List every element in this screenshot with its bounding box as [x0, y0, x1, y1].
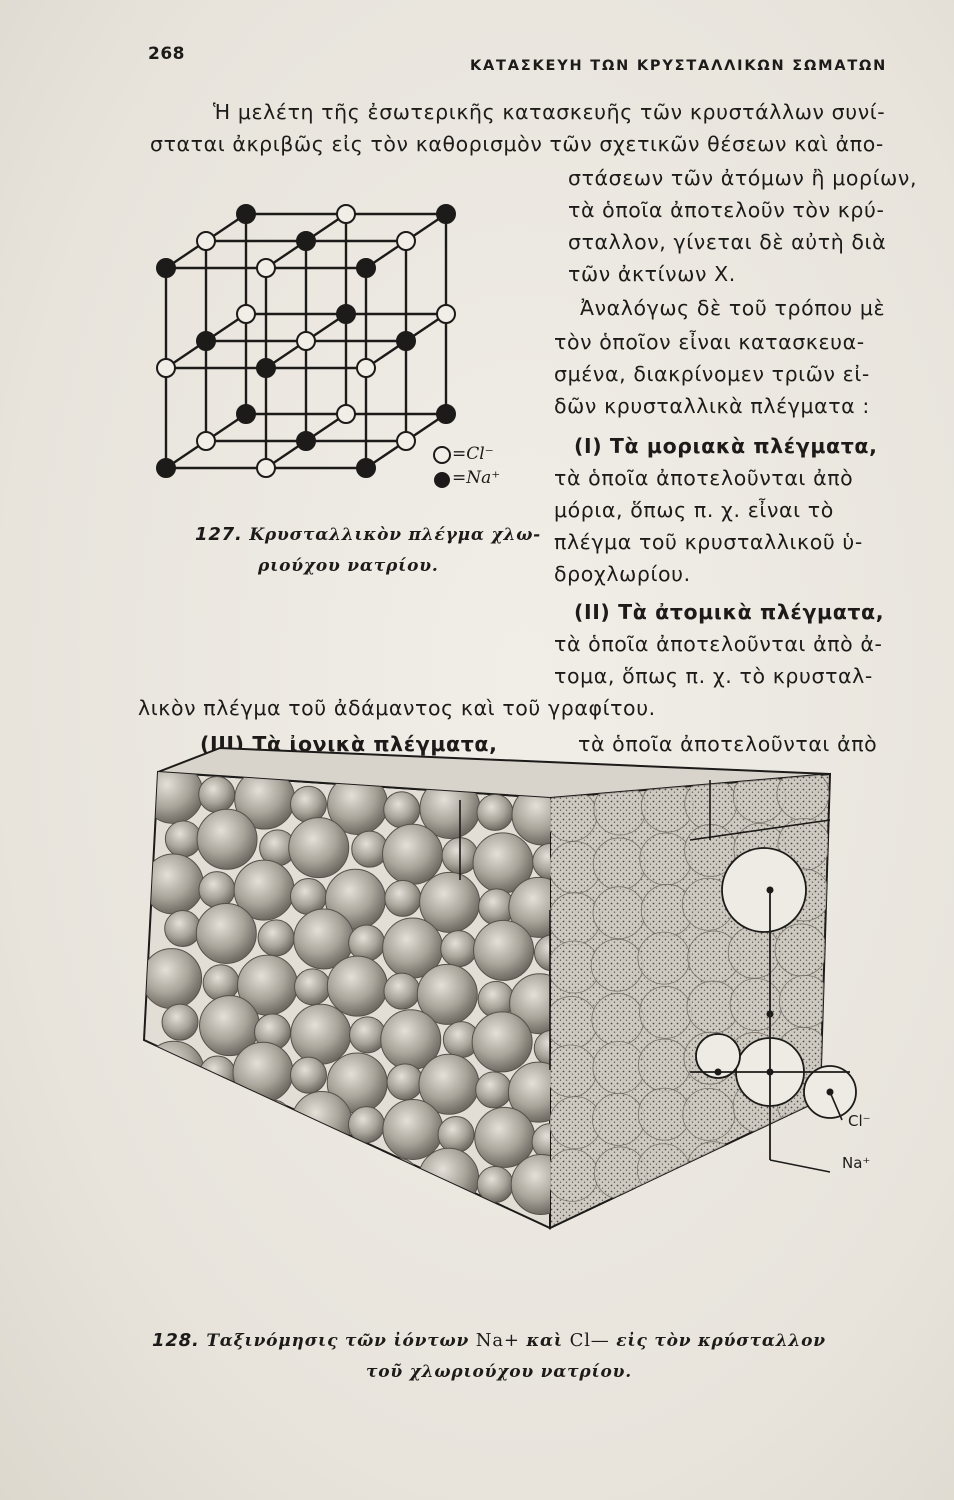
section-1-line-1: τὰ ὁποῖα ἀποτελοῦνται ἀπὸ: [554, 466, 854, 490]
cl-ion-sphere: [297, 332, 315, 350]
na-ion-sphere: [337, 305, 355, 323]
right-col-line-2: τὰ ὁποῖα ἀποτελοῦν τὸν κρύ-: [568, 198, 885, 222]
na-ion-ball: [165, 911, 201, 947]
cl-ion-ball: [196, 903, 256, 963]
cl-ion-ball: [419, 1148, 479, 1208]
body-line-2: σταται ἀκριβῶς εἰς τὸν καθορισμὸν τῶν σχετικῶν θέσεων καὶ ἀπο-: [150, 132, 884, 156]
na-ion-ball: [199, 872, 235, 908]
cl-ion-ball: [233, 1042, 293, 1102]
cl-ion-sphere: [397, 432, 415, 450]
na-ion-ball: [294, 969, 330, 1005]
side-ion-ball: [593, 887, 645, 939]
na-ion-ball: [384, 792, 420, 828]
cl-ion-sphere: [337, 405, 355, 423]
na-ion-ball: [349, 925, 385, 961]
cl-ion-ball: [292, 1092, 352, 1152]
na-ion-sphere: [397, 332, 415, 350]
side-ion-ball: [592, 993, 644, 1045]
side-ion-ball: [549, 893, 601, 945]
na-ion-ball: [258, 920, 294, 956]
na-ion-sphere: [437, 405, 455, 423]
na-ion-ball: [200, 1145, 236, 1181]
side-ion-ball: [638, 1039, 690, 1091]
cl-ion-sphere: [257, 259, 275, 277]
side-ion-ball: [545, 996, 597, 1048]
cl-ion-ball: [144, 1041, 204, 1101]
lattice-ions: [157, 205, 455, 477]
side-ion-ball: [637, 1144, 689, 1196]
cl-ion-ball: [327, 956, 387, 1016]
figure-127-number: 127.: [195, 524, 243, 545]
figure-128-cl-label: Cl⁻: [848, 1112, 871, 1130]
cl-ion-ball: [383, 824, 443, 884]
section-2-line-2: τομα, ὅπως π. χ. τὸ κρυσταλ-: [554, 664, 873, 688]
section-1-line-2: μόρια, ὅπως π. χ. εἶναι τὸ: [554, 498, 834, 522]
na-ion-ball: [165, 821, 201, 857]
na-ion-sphere: [157, 459, 175, 477]
na-ion-ball: [162, 1004, 198, 1040]
na-ion-ball: [477, 794, 513, 830]
figure-128-number: 128.: [152, 1330, 200, 1351]
na-ion-ball: [163, 1096, 199, 1132]
na-ion-ball: [290, 1057, 326, 1093]
right-col-line-3: σταλλον, γίνεται δὲ αὐτὴ διὰ: [568, 230, 887, 254]
cl-ion-ball: [325, 1142, 385, 1202]
side-ion-ball: [545, 1045, 597, 1097]
section-3-heading: (III) Τὰ ἰονικὰ πλέγματα,: [200, 732, 498, 756]
legend-symbols: [430, 444, 454, 494]
legend-cl-label: =Cl⁻: [452, 444, 494, 464]
side-ion-ball: [640, 833, 692, 885]
na-ion-sphere: [357, 459, 375, 477]
section-2-heading: (II) Τὰ ἀτομικὰ πλέγματα,: [574, 600, 885, 624]
na-ion-ball: [203, 965, 239, 1001]
right-col-line-4: τῶν ἀκτίνων Χ.: [568, 262, 736, 286]
cl-ion-ball: [383, 1099, 443, 1159]
cl-ion-sphere: [257, 459, 275, 477]
na-ion-ball: [290, 1149, 326, 1185]
section-1-line-3: πλέγμα τοῦ κρυσταλλικοῦ ὑ-: [554, 530, 863, 554]
na-ion-ball: [438, 1117, 474, 1153]
side-ion-ball: [687, 1142, 739, 1194]
right-col-line-5: Ἀναλόγως δὲ τοῦ τρόπου μὲ: [580, 296, 886, 320]
side-ion-ball: [775, 924, 827, 976]
cl-ion-sphere: [357, 359, 375, 377]
na-ion-sphere: [157, 259, 175, 277]
cl-ion-ball: [142, 949, 202, 1009]
figure-128-caption-and: καὶ: [526, 1331, 563, 1351]
cl-ion-sphere: [157, 359, 175, 377]
na-ion-sphere: [197, 332, 215, 350]
figure-128-caption-ion2: Cl—: [569, 1330, 610, 1351]
na-ion-sphere: [237, 405, 255, 423]
cl-ion-sphere: [237, 305, 255, 323]
section-1-line-4: δροχλωρίου.: [554, 562, 691, 586]
body-line-1: Ἡ μελέτη τῆς ἐσωτερικῆς κατασκευῆς τῶν κρυστάλλων συνί-: [213, 100, 886, 124]
section-2-line-1: τὰ ὁποῖα ἀποτελοῦνται ἀπὸ ἀ-: [554, 632, 883, 656]
legend-na-circle: [434, 472, 450, 488]
na-ion-ball: [478, 981, 514, 1017]
figure-128-caption-part2: εἰς τὸν κρύσταλλον: [616, 1331, 826, 1351]
na-ion-ball: [255, 1100, 291, 1136]
cl-ion-ball: [289, 818, 349, 878]
side-ion-ball: [683, 1088, 735, 1140]
right-col-line-7: σμένα, διακρίνομεν τριῶν εἰ-: [554, 362, 870, 386]
na-ion-ball: [350, 1017, 386, 1053]
cl-ion-sphere: [437, 305, 455, 323]
side-ion-ball: [592, 1093, 644, 1145]
cl-ion-sphere: [197, 232, 215, 250]
cl-ion-ball: [472, 1012, 532, 1072]
na-ion-ball: [199, 776, 235, 812]
cl-ion-ball: [232, 1139, 292, 1199]
figure-127-caption-line1: [195, 524, 541, 545]
na-ion-ball: [441, 931, 477, 967]
side-ion-ball: [638, 932, 690, 984]
legend-na-label: =Na⁺: [452, 468, 501, 488]
side-ion-ball: [546, 1149, 598, 1201]
side-ion-ball: [549, 841, 601, 893]
na-ion-sphere: [297, 232, 315, 250]
side-ion-ball: [779, 1130, 831, 1182]
cl-ion-ball: [291, 1004, 351, 1064]
cl-ion-ball: [474, 920, 534, 980]
right-col-line-6: τὸν ὁποῖον εἶναι κατασκευα-: [554, 330, 865, 354]
section-2-continuation: λικὸν πλέγμα τοῦ ἀδάμαντος καὶ τοῦ γραφίτου.: [138, 696, 656, 720]
right-col-line-1: στάσεων τῶν ἀτόμων ἢ μορίων,: [568, 166, 918, 190]
na-ion-ball: [382, 1159, 418, 1195]
running-title: ΚΑΤΑΣΚΕΥΗ ΤΩΝ ΚΡΥΣΤΑΛΛΙΚΩΝ ΣΩΜΑΤΩΝ: [470, 58, 888, 74]
side-ion-ball: [730, 1138, 782, 1190]
na-ion-ball: [290, 786, 326, 822]
cl-ion-ball: [144, 1132, 204, 1192]
na-ion-ball: [352, 831, 388, 867]
side-ion-ball: [640, 986, 692, 1038]
side-ion-ball: [593, 1042, 645, 1094]
figure-128-caption-part1: Ταξινόμησις τῶν ἰόντων: [206, 1331, 470, 1351]
section-3-rest: τὰ ὁποῖα ἀποτελοῦνται ἀπὸ: [578, 732, 878, 756]
na-ion-ball: [387, 1064, 423, 1100]
page-number: 268: [148, 44, 185, 64]
side-ion-ball: [593, 838, 645, 890]
right-col-line-8: δῶν κρυσταλλικὰ πλέγματα :: [554, 394, 870, 418]
figure-127-caption-line2: ριούχου νατρίου.: [258, 556, 439, 576]
side-ion-ball: [728, 926, 780, 978]
cl-ion-sphere: [197, 432, 215, 450]
na-ion-sphere: [357, 259, 375, 277]
na-ion-sphere: [297, 432, 315, 450]
ion-packing-figure: [130, 740, 890, 1260]
cl-ion-ball: [201, 1086, 261, 1146]
cl-ion-sphere: [337, 205, 355, 223]
na-ion-sphere: [237, 205, 255, 223]
section-1-heading: (I) Τὰ μοριακὰ πλέγματα,: [574, 434, 878, 458]
cl-ion-sphere: [397, 232, 415, 250]
na-ion-sphere: [257, 359, 275, 377]
na-ion-ball: [476, 1072, 512, 1108]
side-ion-ball: [730, 979, 782, 1031]
cl-ion-ball: [197, 809, 257, 869]
side-ion-ball: [591, 939, 643, 991]
legend-cl-circle: [434, 447, 450, 463]
figure-128-caption-line2: τοῦ χλωριούχου νατρίου.: [366, 1362, 632, 1382]
figure-128-na-label: Na⁺: [842, 1154, 871, 1172]
na-ion-ball: [384, 973, 420, 1009]
na-ion-sphere: [437, 205, 455, 223]
figure-128-caption-ion1: Na+: [475, 1330, 520, 1351]
figure-127-caption-text: Κρυσταλλικὸν πλέγμα χλω-: [249, 525, 542, 545]
figure-128-caption-line1: [152, 1330, 826, 1351]
na-ion-ball: [385, 880, 421, 916]
